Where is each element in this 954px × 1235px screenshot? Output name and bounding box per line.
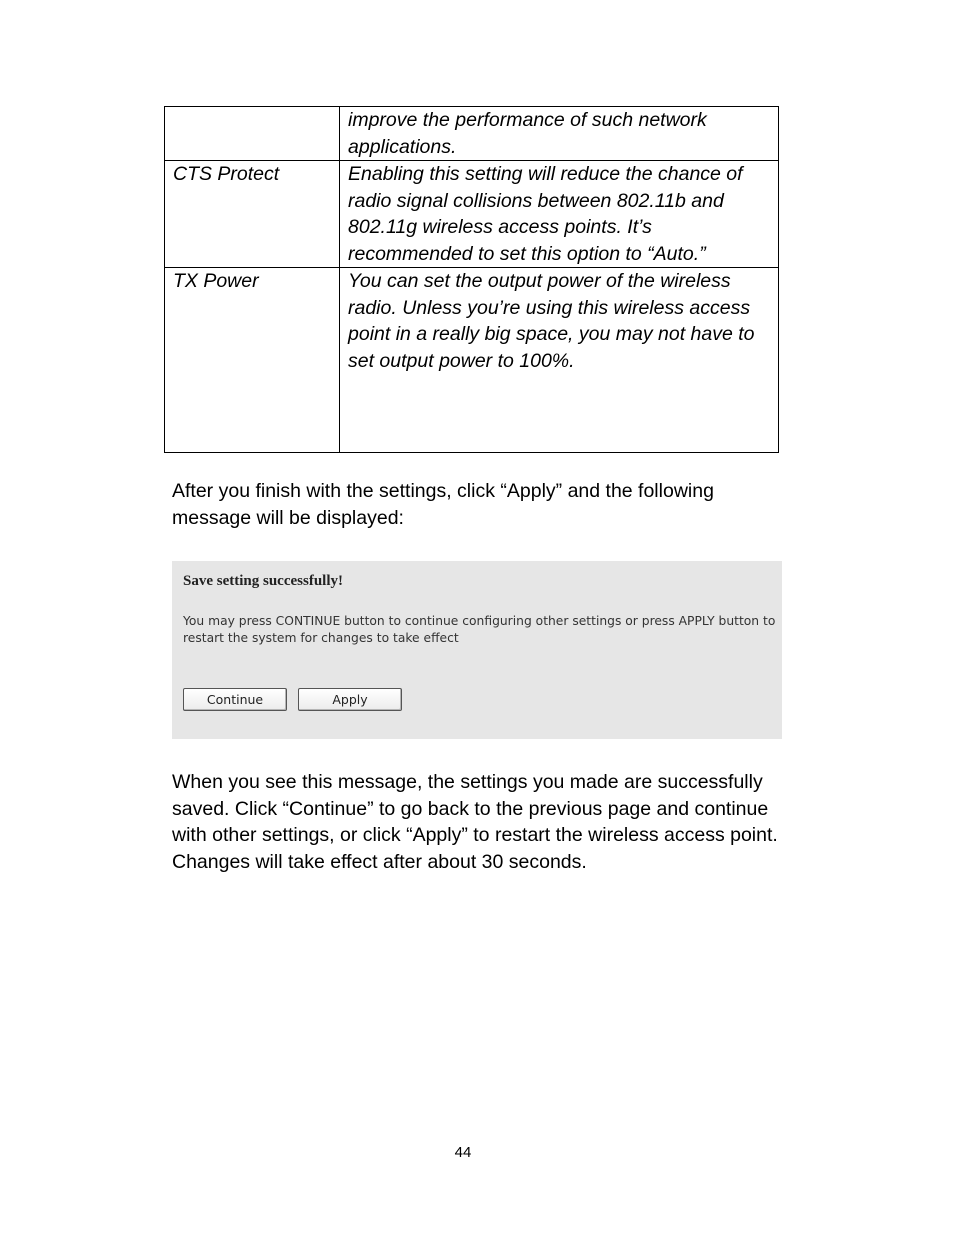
continue-button[interactable]: Continue [183,688,287,711]
setting-name: TX Power [165,268,340,453]
table-row [165,161,779,268]
apply-button[interactable]: Apply [298,688,402,711]
setting-description: Enabling this setting will reduce the chance of radio signal collisions between 802.11b and 802.11g wireless access points. It’s recommended to set this option to “Auto.” [340,161,779,268]
setting-description: improve the performance of such network applications. [340,107,779,161]
page-number: 44 [454,1144,472,1161]
dialog-message: You may press CONTINUE button to continue configuring other settings or press APPLY button to restart the system for changes to take effect [183,614,776,645]
dialog-title: Save setting successfully! [183,573,343,589]
setting-description: You can set the output power of the wireless radio. Unless you’re using this wireless access point in a really big space, you may not have to set output power to 100%. [340,268,779,453]
closing-paragraph: When you see this message, the settings you made are successfully saved. Click “Continue” to go back to the previous page and continue with other settings, or click “Apply” to restart the wireless access point. Changes will take effect after about 30 seconds. [172,771,778,873]
setting-name [165,107,340,161]
settings-table [164,106,779,453]
save-confirmation-panel [172,561,782,739]
table-row [165,107,779,161]
table-row [165,268,779,453]
setting-name: CTS Protect [165,161,340,268]
intro-paragraph: After you finish with the settings, click “Apply” and the following message will be displayed: [172,480,714,529]
